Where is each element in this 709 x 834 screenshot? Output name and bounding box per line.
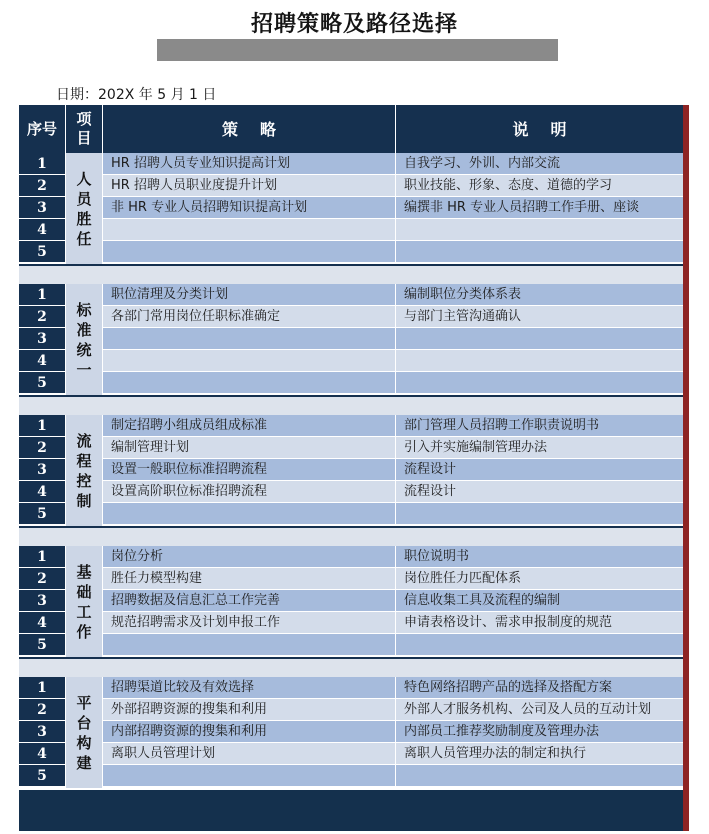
description-cell: 与部门主管沟通确认: [396, 306, 683, 327]
description-cell: [396, 241, 683, 262]
table-footer-band: [19, 790, 683, 831]
row-number: 4: [19, 743, 65, 764]
description-cell: 引入并实施编制管理办法: [396, 437, 683, 458]
row-number: 1: [19, 677, 65, 698]
description-cell: 流程设计: [396, 481, 683, 502]
strategy-cell: 设置一般职位标准招聘流程: [103, 459, 395, 480]
description-cell: 编撰非 HR 专业人员招聘工作手册、座谈: [396, 197, 683, 218]
strategy-cell: 设置高阶职位标准招聘流程: [103, 481, 395, 502]
row-number: 3: [19, 328, 65, 349]
strategy-cell: 制定招聘小组成员组成标准: [103, 415, 395, 436]
row-number: 2: [19, 175, 65, 196]
section-label-char: 构: [76, 733, 92, 752]
strategy-cell: [103, 765, 395, 786]
strategy-cell: [103, 219, 395, 240]
row-number: 5: [19, 503, 65, 524]
section-label-char: 准: [76, 320, 92, 339]
section-label-char: 一: [76, 360, 92, 379]
table-section: [19, 415, 683, 526]
header-project-text: 项目: [76, 110, 92, 147]
strategy-cell: [103, 350, 395, 371]
description-cell: [396, 503, 683, 524]
section-label-char: 任: [76, 229, 92, 248]
section-label-char: 控: [76, 471, 92, 490]
strategy-cell: 胜任力模型构建: [103, 568, 395, 589]
strategy-cell: HR 招聘人员专业知识提高计划: [103, 153, 395, 174]
header-seq: [19, 105, 65, 153]
strategy-cell: [103, 503, 395, 524]
section-separator: [19, 264, 683, 284]
description-cell: 特色网络招聘产品的选择及搭配方案: [396, 677, 683, 698]
row-number: 1: [19, 546, 65, 567]
section-label-char: 统: [76, 340, 92, 359]
description-cell: 流程设计: [396, 459, 683, 480]
header-strategy: 策略: [103, 105, 395, 153]
description-cell: 职业技能、形象、态度、道德的学习: [396, 175, 683, 196]
strategy-cell: 编制管理计划: [103, 437, 395, 458]
section-label-char: 制: [76, 491, 92, 510]
row-number: 4: [19, 612, 65, 633]
row-number: 1: [19, 153, 65, 174]
strategy-cell: 岗位分析: [103, 546, 395, 567]
row-number: 2: [19, 568, 65, 589]
strategy-cell: [103, 328, 395, 349]
section-separator: [19, 526, 683, 546]
strategy-cell: 规范招聘需求及计划申报工作: [103, 612, 395, 633]
section-label-char: 胜: [76, 209, 92, 228]
section-label-char: 员: [76, 189, 92, 208]
row-number: 4: [19, 350, 65, 371]
strategy-cell: HR 招聘人员职业度提升计划: [103, 175, 395, 196]
row-number: 4: [19, 481, 65, 502]
row-number: 3: [19, 721, 65, 742]
description-cell: 岗位胜任力匹配体系: [396, 568, 683, 589]
strategy-cell: 离职人员管理计划: [103, 743, 395, 764]
table-section: [19, 284, 683, 395]
section-label: [66, 677, 102, 788]
strategy-cell: 内部招聘资源的搜集和利用: [103, 721, 395, 742]
description-cell: 内部员工推荐奖励制度及管理办法: [396, 721, 683, 742]
row-number: 1: [19, 284, 65, 305]
row-number: 5: [19, 765, 65, 786]
strategy-cell: 非 HR 专业人员招聘知识提高计划: [103, 197, 395, 218]
description-cell: [396, 765, 683, 786]
strategy-table: [19, 105, 683, 831]
section-label-char: 人: [76, 169, 92, 188]
row-number: 5: [19, 634, 65, 655]
description-cell: 职位说明书: [396, 546, 683, 567]
table-section: [19, 677, 683, 788]
section-label-char: 台: [76, 713, 92, 732]
header-project: [66, 105, 102, 153]
row-number: 5: [19, 372, 65, 393]
section-label-char: 工: [76, 602, 92, 621]
strategy-cell: 招聘渠道比较及有效选择: [103, 677, 395, 698]
description-cell: 自我学习、外训、内部交流: [396, 153, 683, 174]
strategy-cell: [103, 634, 395, 655]
strategy-cell: [103, 372, 395, 393]
row-number: 5: [19, 241, 65, 262]
strategy-cell: 招聘数据及信息汇总工作完善: [103, 590, 395, 611]
section-label: [66, 284, 102, 395]
section-separator: [19, 395, 683, 415]
section-label-char: 平: [76, 693, 92, 712]
section-label-char: 流: [76, 431, 92, 450]
row-number: 3: [19, 590, 65, 611]
section-label: [66, 415, 102, 526]
table-section: [19, 546, 683, 657]
title-underline-bar: [157, 39, 558, 61]
description-cell: [396, 219, 683, 240]
table-section: [19, 153, 683, 264]
description-cell: [396, 372, 683, 393]
description-cell: 信息收集工具及流程的编制: [396, 590, 683, 611]
description-cell: 离职人员管理办法的制定和执行: [396, 743, 683, 764]
row-number: 2: [19, 699, 65, 720]
header-description: 说明: [396, 105, 683, 153]
section-label-char: 基: [76, 562, 92, 581]
row-number: 2: [19, 306, 65, 327]
section-label-char: 作: [76, 622, 92, 641]
header-seq-text: 序号: [27, 119, 58, 138]
section-label-char: 程: [76, 451, 92, 470]
section-label: [66, 546, 102, 657]
row-number: 3: [19, 459, 65, 480]
strategy-cell: 职位清理及分类计划: [103, 284, 395, 305]
strategy-cell: [103, 241, 395, 262]
section-separator: [19, 657, 683, 677]
description-cell: 部门管理人员招聘工作职责说明书: [396, 415, 683, 436]
description-cell: 申请表格设计、需求申报制度的规范: [396, 612, 683, 633]
description-cell: [396, 328, 683, 349]
row-number: 4: [19, 219, 65, 240]
row-number: 3: [19, 197, 65, 218]
page-title: 招聘策略及路径选择: [250, 12, 458, 37]
description-cell: 外部人才服务机构、公司及人员的互动计划: [396, 699, 683, 720]
description-cell: [396, 350, 683, 371]
date-label: 日期：202X 年 5 月 1 日: [56, 87, 217, 103]
strategy-cell: 各部门常用岗位任职标准确定: [103, 306, 395, 327]
strategy-cell: 外部招聘资源的搜集和利用: [103, 699, 395, 720]
row-number: 1: [19, 415, 65, 436]
section-label: [66, 153, 102, 264]
description-cell: [396, 634, 683, 655]
description-cell: 编制职位分类体系表: [396, 284, 683, 305]
section-label-char: 建: [76, 753, 92, 772]
row-number: 2: [19, 437, 65, 458]
section-label-char: 础: [76, 582, 92, 601]
right-edge-rail: [683, 105, 689, 831]
section-label-char: 标: [76, 300, 92, 319]
